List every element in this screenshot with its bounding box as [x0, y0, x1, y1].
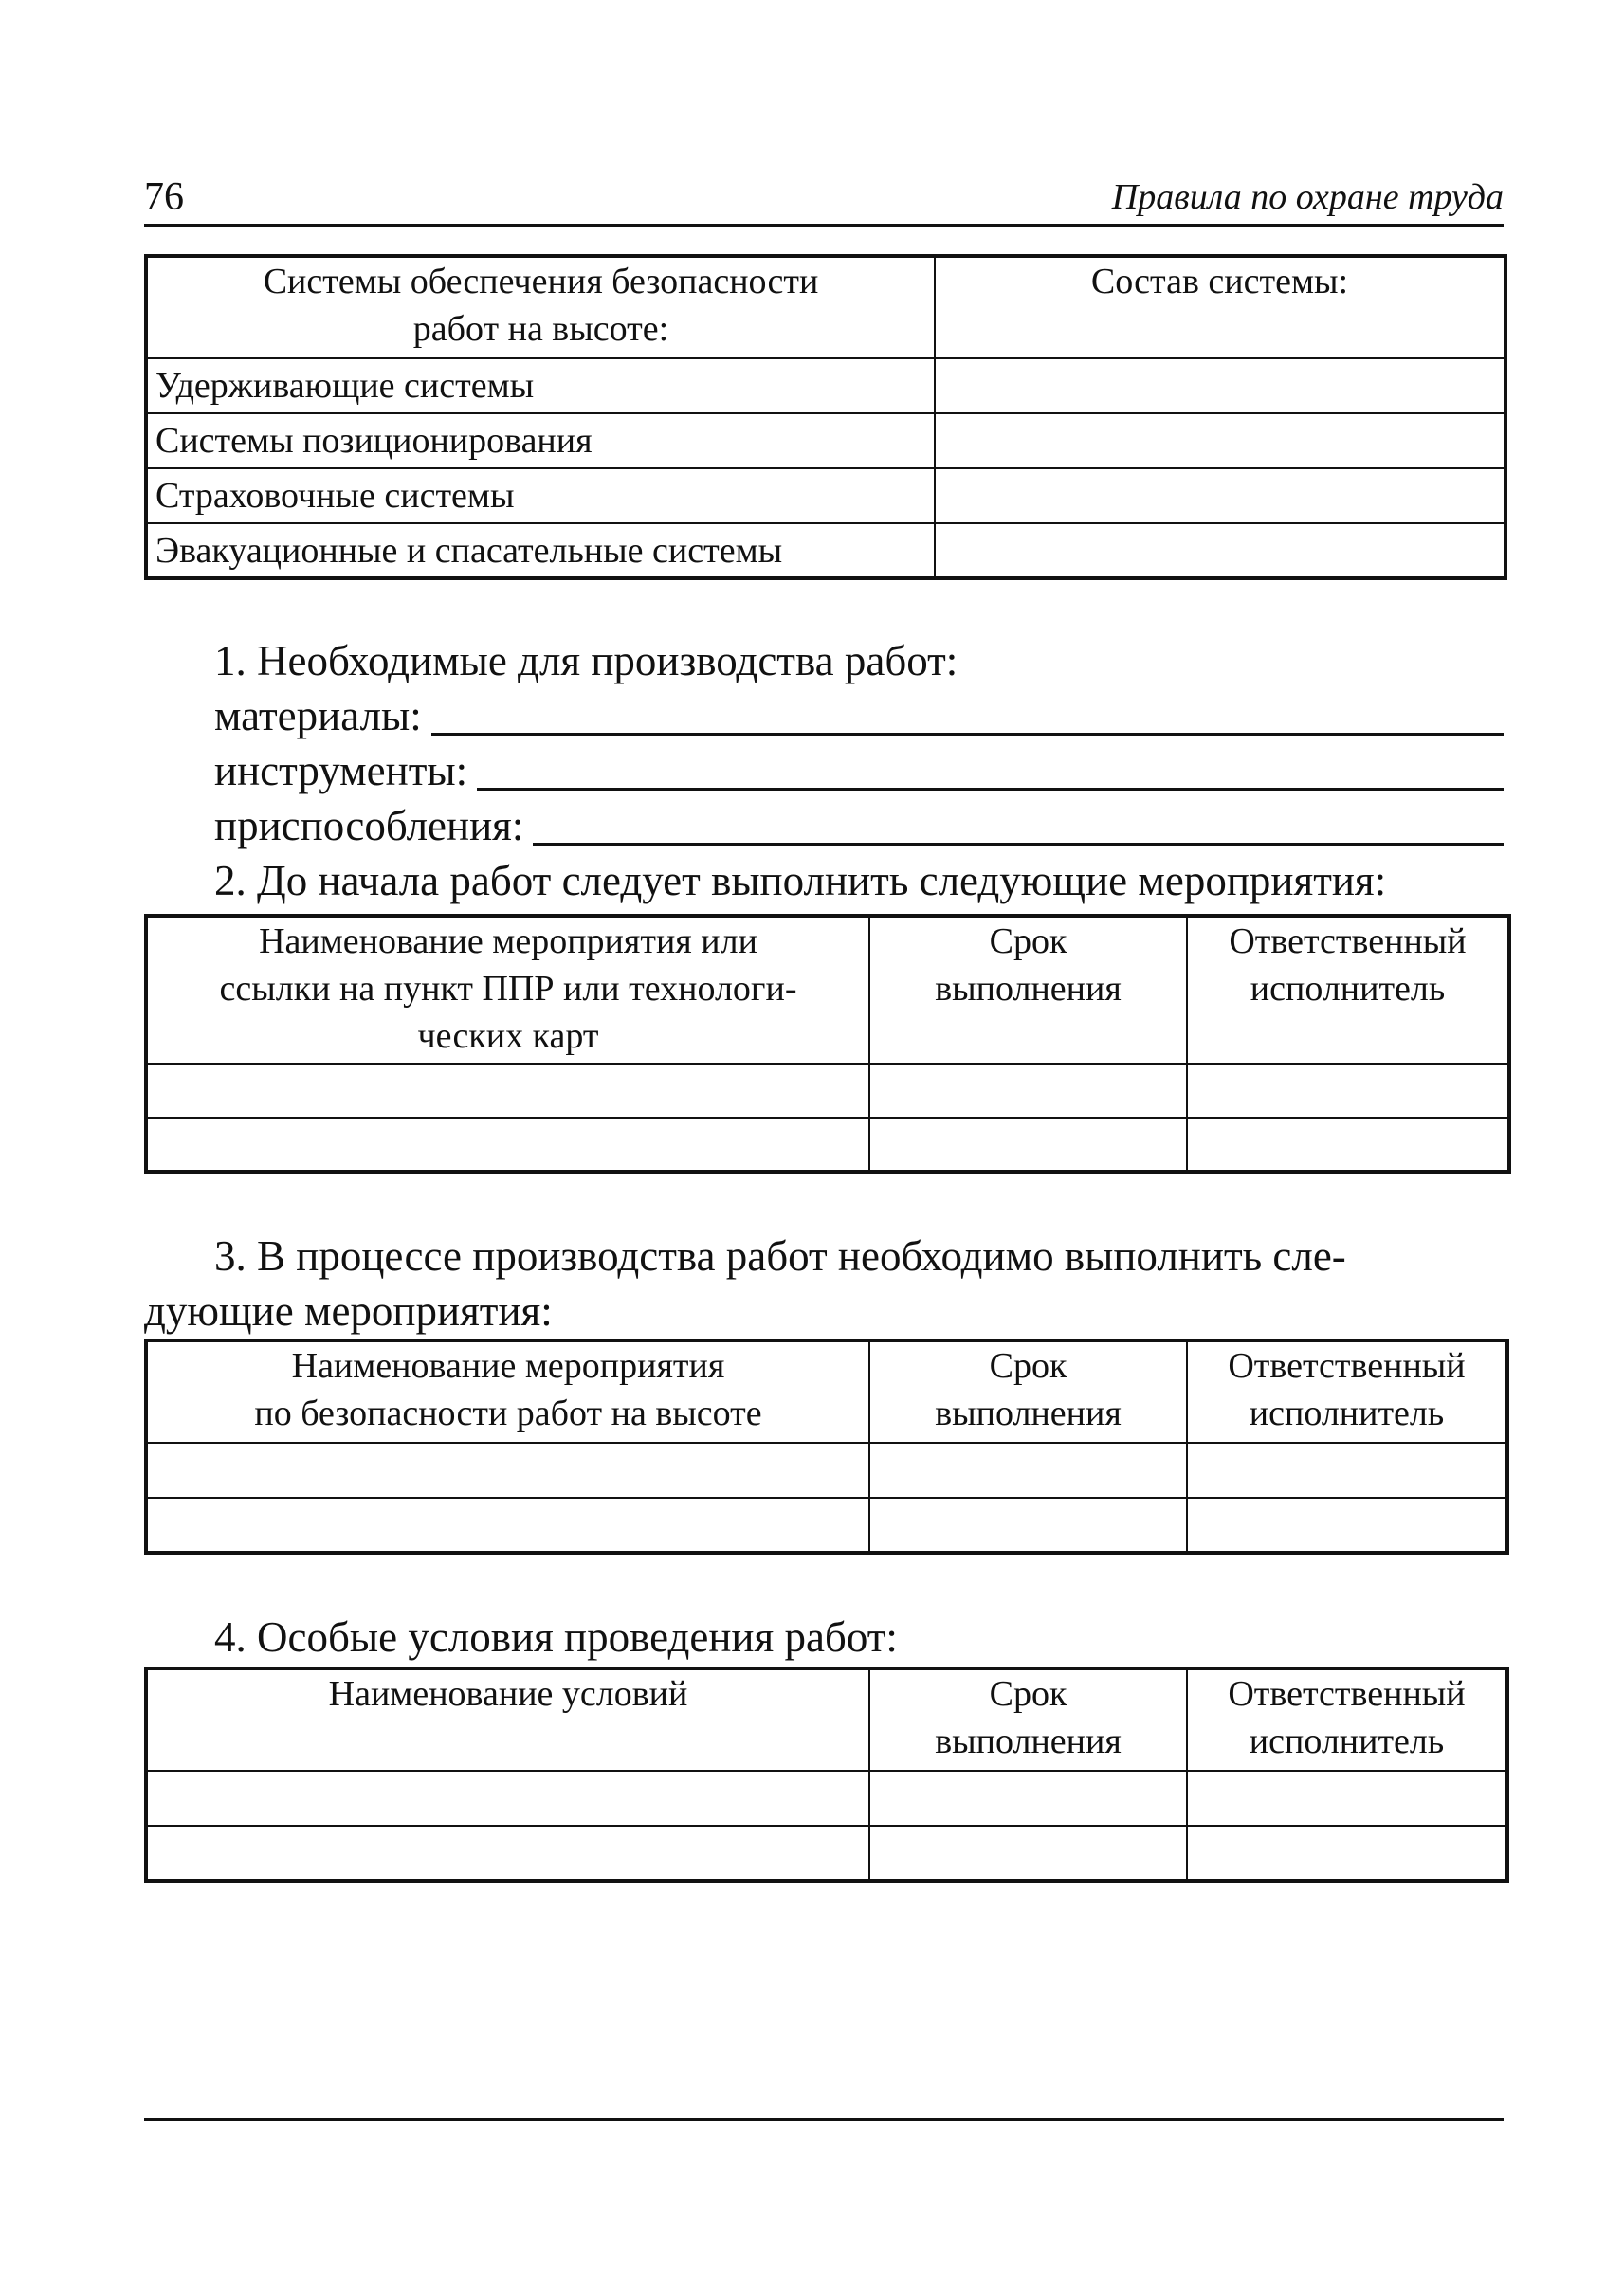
- deadline-column-header: Срок выполнения: [869, 1340, 1187, 1443]
- empty-cell[interactable]: [146, 1826, 869, 1881]
- special-conditions-table: [144, 1667, 1509, 1883]
- empty-cell[interactable]: [146, 1443, 869, 1498]
- empty-cell[interactable]: [146, 1771, 869, 1826]
- empty-cell[interactable]: [869, 1826, 1187, 1881]
- empty-cell[interactable]: [1187, 1118, 1509, 1172]
- section-2-title: 2. До начала работ следует выполнить следующие мероприятия:: [214, 857, 1387, 904]
- deadline-column-header: Срок выполнения: [869, 916, 1187, 1064]
- safety-systems-table: [144, 254, 1507, 580]
- section-3-title-line-1: 3. В процессе производства работ необходимо выполнить сле-: [214, 1232, 1346, 1280]
- running-title: Правила по охране труда: [1111, 177, 1504, 217]
- empty-cell[interactable]: [1187, 1443, 1507, 1498]
- empty-cell[interactable]: [869, 1064, 1187, 1118]
- table-row: [146, 358, 1505, 413]
- empty-cell[interactable]: [869, 1771, 1187, 1826]
- table-row: [146, 1118, 1509, 1172]
- table-header-row: [146, 916, 1509, 1064]
- table-row: [146, 1064, 1509, 1118]
- system-name-cell: Страховочные системы: [146, 468, 935, 523]
- responsible-column-header: Ответственный исполнитель: [1187, 1340, 1507, 1443]
- materials-label: материалы:: [214, 692, 422, 739]
- table-row: [146, 523, 1505, 578]
- empty-cell[interactable]: [1187, 1826, 1507, 1881]
- empty-cell[interactable]: [869, 1498, 1187, 1553]
- system-name-cell: Системы позиционирования: [146, 413, 935, 468]
- materials-line: [214, 688, 1504, 743]
- empty-cell[interactable]: [146, 1498, 869, 1553]
- devices-blank[interactable]: [533, 801, 1504, 846]
- table-header-row: [146, 256, 1505, 358]
- table-header-row: [146, 1668, 1507, 1771]
- table-row: [146, 1771, 1507, 1826]
- empty-cell[interactable]: [935, 523, 1505, 578]
- deadline-column-header: Срок выполнения: [869, 1668, 1187, 1771]
- section-1-title: 1. Необходимые для производства работ:: [214, 637, 958, 684]
- empty-cell[interactable]: [1187, 1771, 1507, 1826]
- empty-cell[interactable]: [146, 1118, 869, 1172]
- composition-column-header: Состав системы:: [935, 256, 1505, 358]
- empty-cell[interactable]: [1187, 1064, 1509, 1118]
- section-3-title-line-2: дующие мероприятия:: [144, 1287, 553, 1335]
- empty-cell[interactable]: [1187, 1498, 1507, 1553]
- empty-cell[interactable]: [869, 1443, 1187, 1498]
- condition-name-column-header: Наименование условий: [146, 1668, 869, 1771]
- table-row: [146, 1826, 1507, 1881]
- tools-blank[interactable]: [477, 746, 1504, 791]
- devices-label: приспособления:: [214, 802, 524, 849]
- devices-line: [214, 798, 1504, 853]
- responsible-column-header: Ответственный исполнитель: [1187, 916, 1509, 1064]
- table-row: [146, 468, 1505, 523]
- during-work-measures-table: [144, 1339, 1509, 1555]
- page-number: 76: [144, 175, 184, 219]
- responsible-column-header: Ответственный исполнитель: [1187, 1668, 1507, 1771]
- section-4-title: 4. Особые условия проведения работ:: [214, 1613, 898, 1661]
- footer-rule: [144, 2118, 1504, 2121]
- pre-work-measures-table: [144, 914, 1511, 1174]
- system-name-cell: Эвакуационные и спасательные системы: [146, 523, 935, 578]
- systems-column-header: Системы обеспечения безопасности работ на высоте:: [146, 256, 935, 358]
- table-row: [146, 1443, 1507, 1498]
- empty-cell[interactable]: [935, 468, 1505, 523]
- tools-label: инструменты:: [214, 747, 468, 794]
- table-header-row: [146, 1340, 1507, 1443]
- materials-blank[interactable]: [431, 691, 1504, 736]
- system-name-cell: Удерживающие системы: [146, 358, 935, 413]
- empty-cell[interactable]: [146, 1064, 869, 1118]
- empty-cell[interactable]: [935, 413, 1505, 468]
- table-row: [146, 413, 1505, 468]
- measure-name-column-header: Наименование мероприятия по безопасности работ на высоте: [146, 1340, 869, 1443]
- table-row: [146, 1498, 1507, 1553]
- tools-line: [214, 743, 1504, 798]
- empty-cell[interactable]: [869, 1118, 1187, 1172]
- empty-cell[interactable]: [935, 358, 1505, 413]
- page-header: [144, 161, 1504, 227]
- measure-name-column-header: Наименование мероприятия или ссылки на пункт ППР или технологи- ческих карт: [146, 916, 869, 1064]
